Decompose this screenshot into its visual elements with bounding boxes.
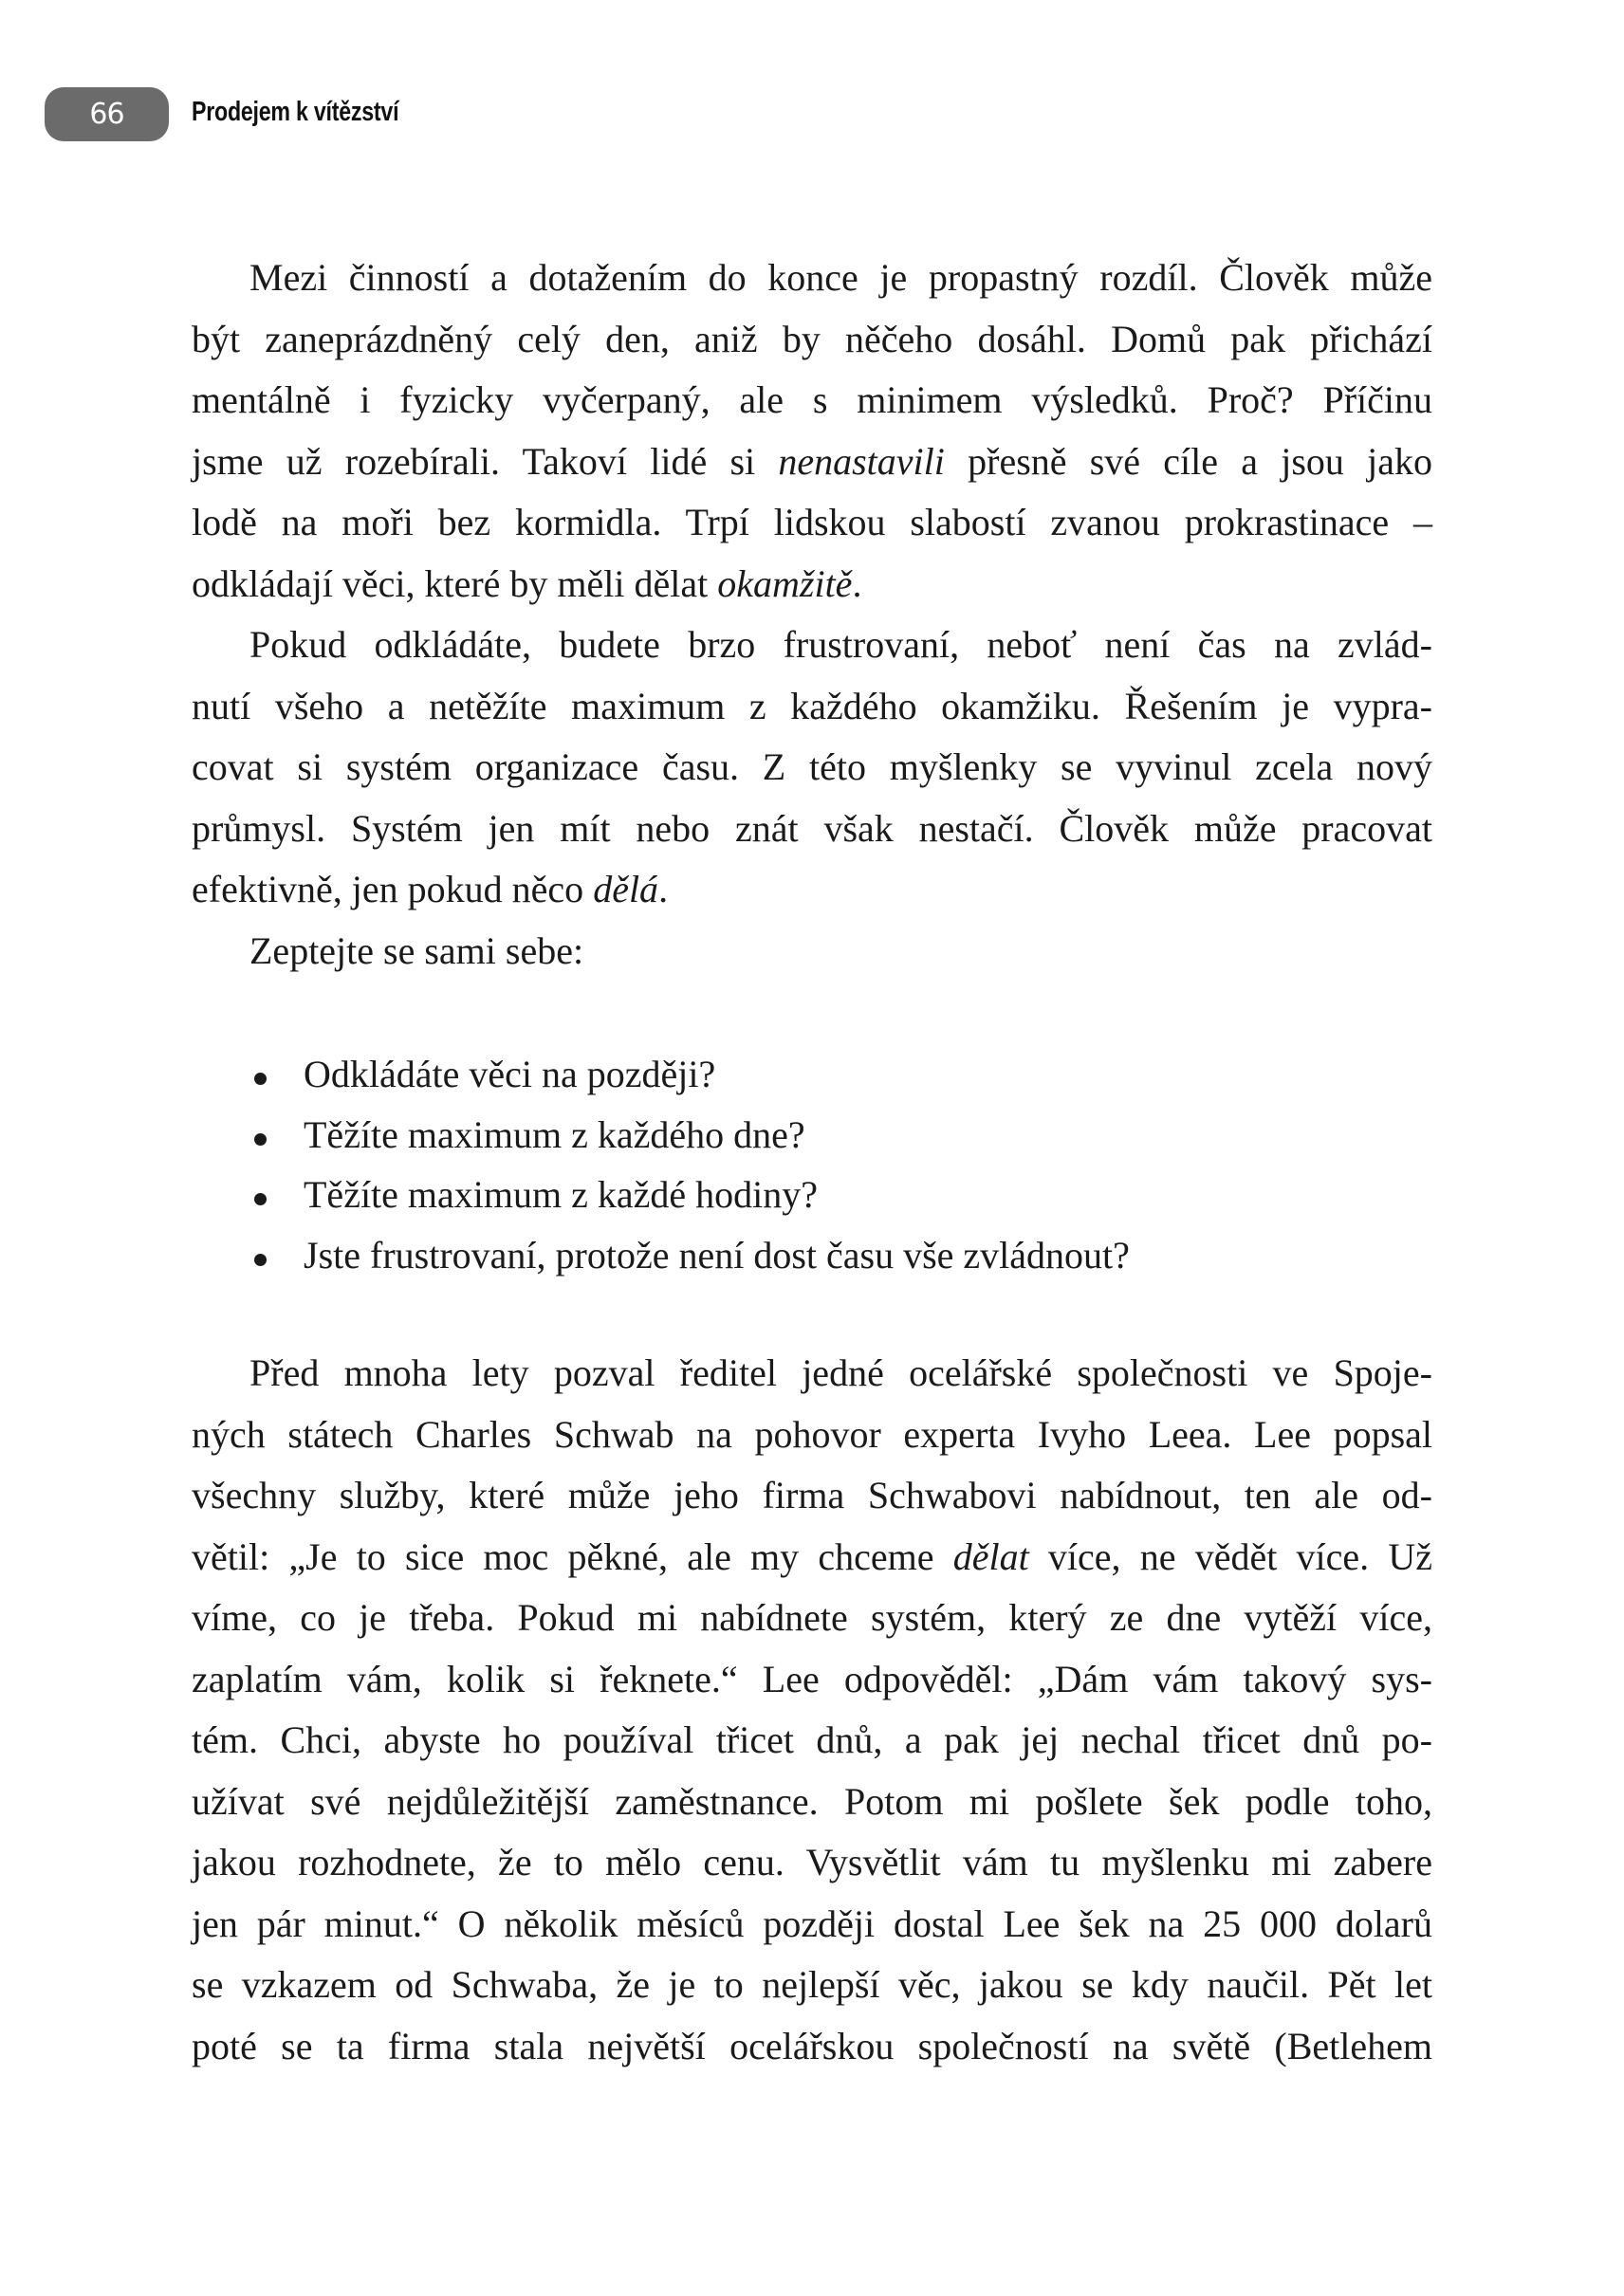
- bullet-text: Těžíte maximum z každé hodiny?: [304, 1173, 819, 1216]
- story-paragraph-line: užívat své nejdůležitější zaměstnance. Potom mi pošlete šek podle toho,: [192, 1779, 1432, 1823]
- bullet-dot-icon: [254, 1193, 267, 1205]
- paragraph-1-line: [192, 560, 1432, 608]
- text-run: odkládají věci, které by měli dělat: [192, 561, 718, 605]
- running-title: Prodejem k vítězství: [192, 97, 399, 127]
- text-run: více, ne vědět více. Už: [1028, 1534, 1432, 1578]
- emphasis: nenastavili: [778, 439, 945, 483]
- page-number-badge: [45, 87, 169, 141]
- story-paragraph-line: ných státech Charles Schwab na pohovor experta Ivyho Leea. Lee popsal: [192, 1412, 1432, 1456]
- paragraph-3-line: Zeptejte se sami sebe:: [249, 928, 584, 972]
- text-run: .: [852, 561, 862, 605]
- bullet-text: Těžíte maximum z každého dne?: [304, 1112, 805, 1156]
- story-paragraph-line: Před mnoha lety pozval ředitel jedné ocelářské společnosti ve Spoje-: [249, 1351, 1432, 1394]
- paragraph-2-line: covat si systém organizace času. Z této myšlenky se vyvinul zcela nový: [192, 745, 1432, 788]
- page-number: 66: [89, 98, 124, 131]
- bullet-text: Odkládáte věci na později?: [304, 1053, 716, 1095]
- text-run: .: [658, 868, 669, 910]
- bullet-dot-icon: [254, 1133, 267, 1146]
- text-run: efektivně, jen pokud něco: [192, 868, 594, 910]
- paragraph-1-line: mentálně i fyzicky vyčerpaný, ale s minimem výsledků. Proč? Příčinu: [192, 378, 1432, 421]
- paragraph-1-line: lodě na moři bez kormidla. Trpí lidskou slabostí zvanou prokrastinace –: [192, 501, 1432, 543]
- text-run: větil: „Je to sice moc pěkné, ale my chceme: [192, 1534, 953, 1578]
- story-paragraph-line: poté se ta firma stala největší ocelářskou společností na světě (Betlehem: [192, 2024, 1432, 2067]
- text-run: jsme už rozebírali. Takoví lidé si: [192, 439, 779, 483]
- paragraph-1-line: Mezi činností a dotažením do konce je propastný rozdíl. Člověk může: [249, 256, 1432, 299]
- bullet-text: Jste frustrovaní, protože není dost času vše zvládnout?: [304, 1233, 1130, 1277]
- bullet-dot-icon: [254, 1073, 267, 1085]
- paragraph-2-line: průmysl. Systém jen mít nebo znát však nestačí. Člověk může pracovat: [192, 806, 1432, 850]
- story-paragraph-line: zaplatím vám, kolik si řeknete.“ Lee odpověděl: „Dám vám takový sys-: [192, 1657, 1432, 1700]
- bullet-dot-icon: [254, 1254, 267, 1266]
- emphasis: dělat: [952, 1534, 1029, 1578]
- paragraph-1-line: [192, 438, 1432, 486]
- paragraph-2-line: nutí všeho a netěžíte maximum z každého okamžiku. Řešením je vypra-: [192, 684, 1432, 727]
- story-paragraph-line: všechny služby, které může jeho firma Schwabovi nabídnout, ten ale od-: [192, 1474, 1432, 1516]
- paragraph-2-line: Pokud odkládáte, budete brzo frustrovaní, neboť není čas na zvlád-: [249, 623, 1432, 666]
- text-run: přesně své cíle a jsou jako: [944, 439, 1432, 483]
- paragraph-1-line: být zaneprázdněný celý den, aniž by něčeho dosáhl. Domů pak přichází: [192, 317, 1432, 360]
- story-paragraph-line: se vzkazem od Schwaba, že je to nejlepší věc, jakou se kdy naučil. Pět let: [192, 1963, 1432, 2006]
- story-paragraph-line: jen pár minut.“ O několik měsíců později dostal Lee šek na 25 000 dolarů: [192, 1901, 1432, 1945]
- story-paragraph-line: jakou rozhodnete, že to mělo cenu. Vysvětlit vám tu myšlenku mi zabere: [192, 1841, 1432, 1883]
- story-paragraph-line: víme, co je třeba. Pokud mi nabídnete systém, který ze dne vytěží více,: [192, 1596, 1432, 1639]
- emphasis: dělá: [593, 868, 659, 910]
- story-paragraph-line: [192, 1534, 1432, 1581]
- paragraph-2-line: [192, 866, 1432, 913]
- story-paragraph-line: tém. Chci, abyste ho používal třicet dnů, a pak jej nechal třicet dnů po-: [192, 1718, 1432, 1761]
- emphasis: okamžitě: [717, 561, 853, 605]
